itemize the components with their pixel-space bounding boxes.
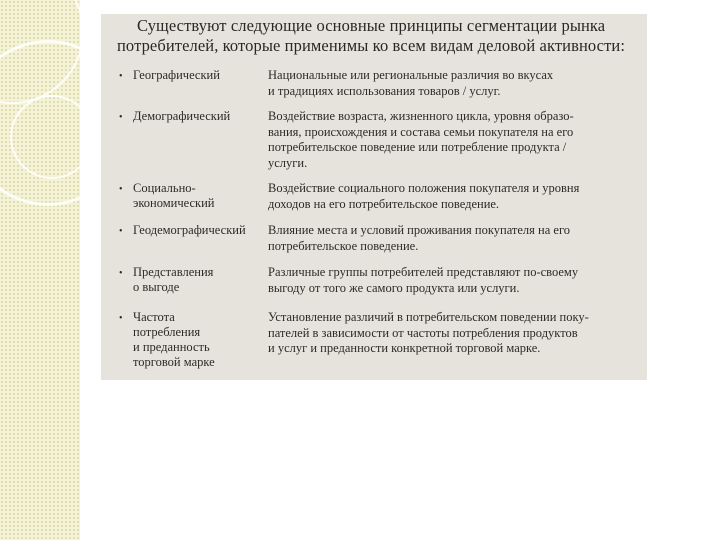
title-line: потребителей, которые применимы ко всем видам деловой активности: xyxy=(117,36,626,55)
bullet-icon: • xyxy=(119,226,123,237)
segment-term xyxy=(133,223,261,238)
segment-description xyxy=(268,310,633,357)
title-line: Существуют следующие основные принципы сегментации рынка xyxy=(137,16,606,35)
desc-line: потребительское поведение. xyxy=(268,238,419,253)
page-title xyxy=(117,16,641,56)
bullet-icon: • xyxy=(119,268,123,279)
decorative-ring xyxy=(10,95,94,179)
bullet-icon: • xyxy=(119,112,123,123)
segment-description xyxy=(268,265,633,296)
desc-line: Воздействие социального положения покупателя и уровня xyxy=(268,181,580,195)
bullet-icon: • xyxy=(119,313,123,324)
term-line: потребления xyxy=(133,325,201,339)
bullet-icon: • xyxy=(119,184,123,195)
desc-line: вания, происхождения и состава семьи покупателя на его xyxy=(268,124,574,139)
term-line: Частота xyxy=(133,310,175,324)
desc-line: услуги. xyxy=(268,155,308,170)
term-line: экономический xyxy=(133,196,215,210)
desc-line: Различные группы потребителей представляют по-своему xyxy=(268,265,579,279)
desc-line: доходов на его потребительское поведение. xyxy=(268,196,500,211)
segment-term xyxy=(133,181,261,211)
term-line: о выгоде xyxy=(133,280,180,294)
desc-line: Национальные или региональные различия во вкусах xyxy=(268,68,554,82)
term-line: Представления xyxy=(133,265,214,279)
term-line: и преданность xyxy=(133,340,210,354)
desc-line: пателей в зависимости от частоты потребления продуктов xyxy=(268,325,578,340)
decorative-left-strip xyxy=(0,0,80,540)
scanned-page-image xyxy=(101,14,647,380)
segment-term xyxy=(133,109,261,124)
segment-description xyxy=(268,181,633,212)
desc-line: потребительское поведение или потребление продукта / xyxy=(268,140,567,154)
desc-line: Влияние места и условий проживания покупателя на его xyxy=(268,223,571,237)
desc-line: Установление различий в потребительском поведении поку- xyxy=(268,310,589,324)
term-line: Геодемографический xyxy=(133,223,246,237)
segment-description xyxy=(268,223,633,254)
bullet-icon: • xyxy=(119,71,123,82)
term-line: Социально- xyxy=(133,181,196,195)
desc-line: и традициях использования товаров / услуг. xyxy=(268,83,501,98)
segment-term xyxy=(133,265,261,295)
segment-term xyxy=(133,68,261,83)
segment-description xyxy=(268,68,633,99)
desc-line: и услуг и преданности конкретной торговой марке. xyxy=(268,341,541,355)
desc-line: выгоду от того же самого продукта или услуги. xyxy=(268,280,520,295)
term-line: Демографический xyxy=(133,109,231,123)
segment-term xyxy=(133,310,261,370)
desc-line: Воздействие возраста, жизненного цикла, уровня образо- xyxy=(268,109,574,123)
segment-description xyxy=(268,109,633,171)
term-line: торговой марке xyxy=(133,355,215,369)
term-line: Географический xyxy=(133,68,220,82)
